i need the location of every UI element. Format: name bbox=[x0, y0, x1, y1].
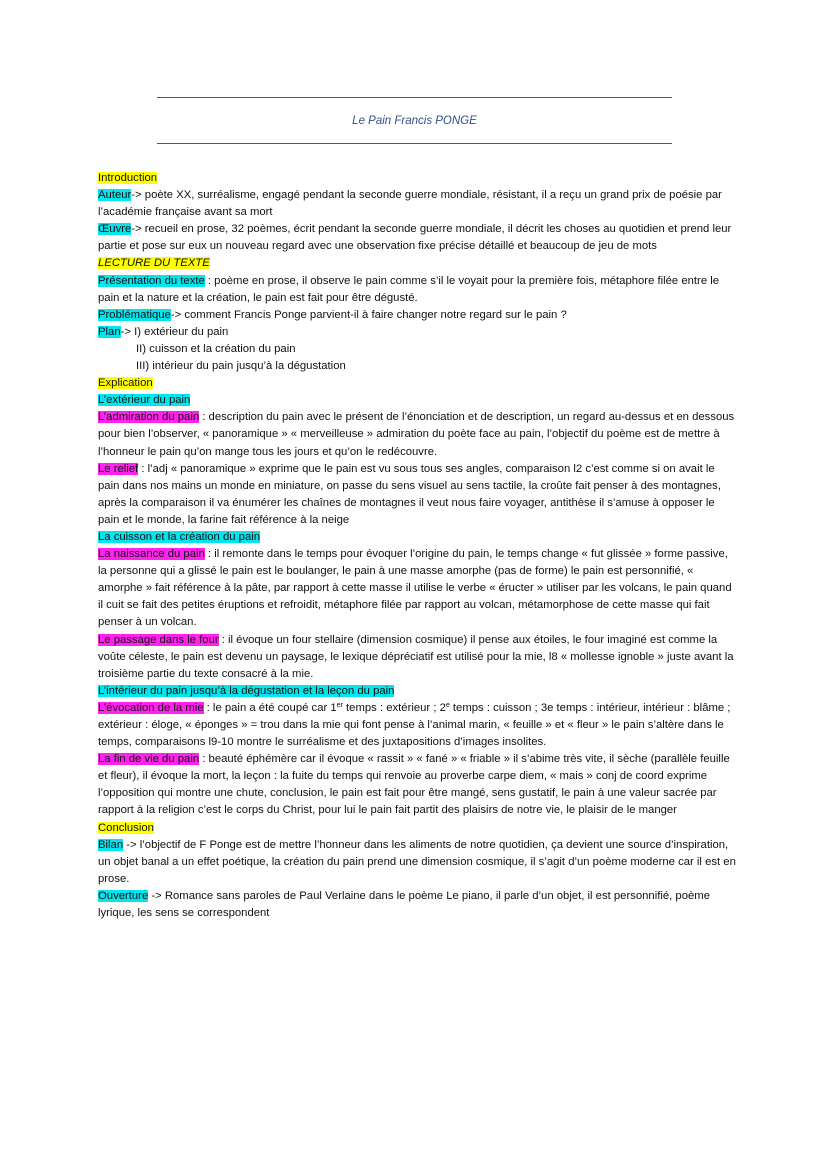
oeuvre-paragraph: Œuvre-> recueil en prose, 32 poèmes, écrit pendant la seconde guerre mondiale, il décrit les choses au quotidien et prend leur partie et pose sur eux un nouveau regard avec une observation fixe précise détaillé et beaucoup de jeu de mots bbox=[98, 223, 732, 253]
auteur-label: Auteur bbox=[98, 189, 132, 202]
document-title: Le Pain Francis PONGE bbox=[352, 115, 477, 127]
mie-label: L’évocation de la mie bbox=[98, 701, 204, 714]
bilan-paragraph: Bilan -> l’objectif de F Ponge est de mettre l’honneur dans les aliments de notre quotidien, ça devient une source d’inspiration, un objet banal a un effet poétique, la création du pain prend une dimension cosmique, il s’agit d’un poème moderne car il est en prose. bbox=[98, 838, 736, 885]
explication-heading: Explication bbox=[98, 377, 153, 390]
admiration-label: L’admiration du pain bbox=[98, 411, 200, 424]
document-body bbox=[98, 170, 738, 922]
presentation-label: Présentation du texte bbox=[98, 274, 205, 287]
four-paragraph: Le passage dans le four : il évoque un four stellaire (dimension cosmique) il pense aux étoiles, le four imaginé est comme la voûte céleste, le pain est devenu un paysage, le lexique dépréciatif est utilisé pour la mie, l8 « mollesse ignoble » juste avant la troisième partie du texte consacré à la mie. bbox=[98, 633, 734, 680]
fin-label: La fin de vie du pain bbox=[98, 753, 200, 766]
fin-paragraph: La fin de vie du pain : beauté éphémère car il évoque « rassit » « fané » « friable » il s’abime très vite, il sèche (parallèle feuille et fleur), il évoque la mort, la leçon : la fuite du temps qui renvoie au proverbe carpe diem, « mais » conj de coord exprime l’opposition qui montre une chute, conclusion, le pain est fait pour être mangé, sens gustatif, le pain à une valeur sacrée par rapport à la religion c’est le corps du Christ, pour lui le pain fait partit des plaisirs de notre vie, le plaisir de le manger bbox=[98, 753, 730, 817]
admiration-paragraph: L’admiration du pain : description du pain avec le présent de l’énonciation et de description, un regard au-dessus et en dessous pour bien l’observer, « panoramique » « merveilleuse » admiration du poète face au pain, l’objectif du poème est de mettre à l’honneur le pain qu’on mange tous les jours et qu’on le redécouvre. bbox=[98, 411, 735, 458]
four-label: Le passage dans le four bbox=[98, 633, 219, 646]
plan-label: Plan bbox=[98, 325, 121, 338]
presentation-paragraph: Présentation du texte : poème en prose, il observe le pain comme s’il le voyait pour la première fois, métaphore filée entre le pain et la nature et la création, le pain est fait pour être dégusté. bbox=[98, 274, 720, 304]
plan-line-2: II) cuisson et la création du pain bbox=[136, 342, 296, 355]
bottom-divider bbox=[157, 143, 672, 144]
part1-heading: L’extérieur du pain bbox=[98, 394, 191, 407]
top-divider bbox=[157, 97, 672, 98]
problematique-label: Problématique bbox=[98, 308, 171, 321]
lecture-heading: LECTURE DU TEXTE bbox=[98, 257, 210, 270]
naissance-label: La naissance du pain bbox=[98, 548, 205, 561]
intro-heading: Introduction bbox=[98, 172, 158, 184]
relief-paragraph: Le relief : l’adj « panoramique » exprime que le pain est vu sous tous ses angles, comparaison l2 c’est comme si on avait le pain dans nos mains un monde en miniature, on passe du sens visuel au sens tactile, la croûte fait penser à des montagnes, après la comparaison il va énumérer les chaînes de montagnes il veut nous faire voyager, antithèse il s’amuse à opposer le pain et le monde, la farine fait référence à la neige bbox=[98, 462, 721, 526]
bilan-label: Bilan bbox=[98, 838, 124, 851]
conclusion-heading: Conclusion bbox=[98, 821, 154, 834]
oeuvre-label: Œuvre bbox=[98, 223, 132, 236]
mie-paragraph: L’évocation de la mie : le pain a été coupé car 1er temps : extérieur ; 2e temps : cuisson ; 3e temps : intérieur, intérieur : blâme ; extérieur : éloge, « éponges » = trou dans la mie qui font pense à l’animal marin, « feuille » et « fleur » le pain s’altère dans le temps, comparaisons l9-10 montre le surréalisme et des juxtapositions d’images insolites. bbox=[98, 701, 731, 749]
plan-line-1: Plan-> I) extérieur du pain bbox=[98, 325, 229, 338]
part3-heading: L’intérieur du pain jusqu’à la dégustation et la leçon du pain bbox=[98, 684, 395, 697]
ouverture-label: Ouverture bbox=[98, 889, 149, 902]
naissance-paragraph: La naissance du pain : il remonte dans le temps pour évoquer l’origine du pain, le temps change « fut glissée » forme passive, la personne qui a glissé le pain est le boulanger, le pain à une masse amorphe (pas de forme) le pain est personnifié, « amorphe » fait référence à la pâte, par rapport à cette masse il utilise le verbe « éructer » utiliser par les volcans, le pain quand il cuit se fait des petites éruptions et refroidit, métaphore filée par rapport au volcan, métamorphose de cette masse qui fait penser à un volcan. bbox=[98, 548, 732, 629]
ouverture-paragraph: Ouverture -> Romance sans paroles de Paul Verlaine dans le poème Le piano, il parle d’un objet, il est personnifié, poème lyrique, les sens se correspondent bbox=[98, 889, 710, 920]
problematique-paragraph: Problématique-> comment Francis Ponge parvient-il à faire changer notre regard sur le pain ? bbox=[98, 308, 567, 321]
auteur-paragraph: Auteur-> poète XX, surréalisme, engagé pendant la seconde guerre mondiale, résistant, il a reçu un grand prix de poésie par l’académie française avant sa mort bbox=[98, 189, 722, 219]
relief-label: Le relief bbox=[98, 462, 139, 475]
plan-line-3: III) intérieur du pain jusqu’à la dégustation bbox=[136, 360, 346, 373]
part2-heading: La cuisson et la création du pain bbox=[98, 530, 261, 543]
